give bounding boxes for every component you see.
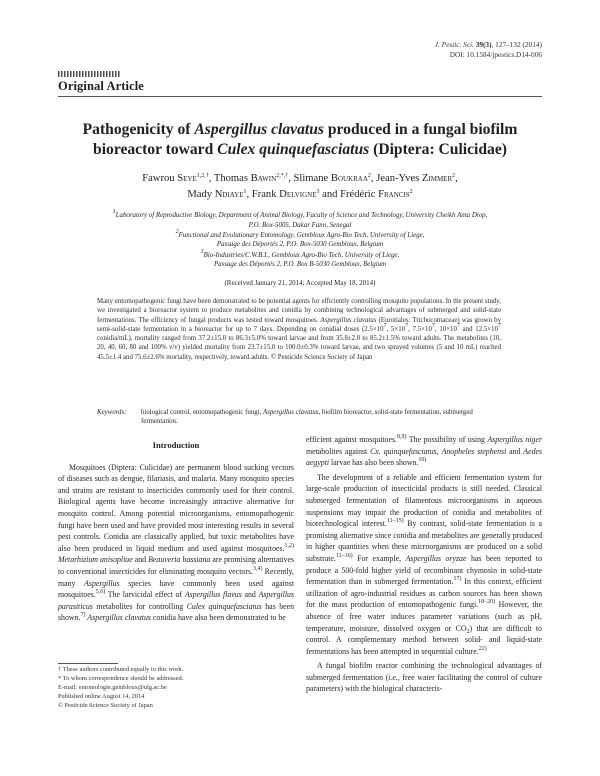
title-species: Culex quinquefasciatus bbox=[217, 141, 370, 158]
author: Frédéric Francis$^2$ bbox=[340, 189, 413, 200]
title-text: Pathogenicity of bbox=[82, 121, 195, 138]
affiliation: $^3$Bio-Industries/C.W.B.I., Gembloux Agro-Bio Tech, University of Liege, Passage des Déportés 2, P.O. Box B-5030 Gembloux, Belgium bbox=[200, 248, 400, 269]
section-heading: Introduction bbox=[152, 440, 200, 450]
header-decoration bbox=[58, 71, 120, 77]
journal-pages: 127–132 (2014) bbox=[495, 40, 542, 49]
author: Fawrou Seye$^{1,2,\dagger}$, bbox=[142, 173, 212, 184]
article-type: Original Article bbox=[58, 79, 144, 93]
keywords-label: Keywords: bbox=[97, 409, 127, 416]
body-paragraph: efficient against mosquitoes.$^{8,9)}$ The possibility of using Aspergillus niger metabolites against Cx. quinquefasciatus, Anopheles stephensi and Aedes aegypti larvae has also been shown.$^{10)}$ bbox=[306, 434, 543, 468]
keywords-text: biological control, entomopathogenic fungi, Aspergillus clavatus, biofilm bioreactor, solid-state fermentation, submerged fermentation. bbox=[141, 409, 473, 426]
title-text: (Diptera: Culicidae) bbox=[369, 141, 507, 158]
author: Frank Delvigne$^3$ bbox=[251, 189, 320, 200]
journal-volume-line: J. Pestic. Sci. 39(3), 127–132 (2014) bbox=[434, 40, 542, 49]
paper-title bbox=[60, 120, 540, 160]
author: Slimane Boukraa$^2$, bbox=[293, 173, 374, 184]
body-paragraph: Mosquitoes (Diptera: Culicidae) are permanent blood sucking vectors of diseases such as dengue, filariasis, and malaria. Many mosquito species and strains are resistant to insecticides commonly used for their control. Biological agents have become increasingly attractive alternative for mosquito control. Among potential microorganisms, entomopathogenic fungi have been used and have provided most interesting results in several pest controls. Conidia are classically applied, but toxic metabolites have also been produced in liquid medium and used against mosquitoes.$^{1,2)}$ Metarhizium anisopliae and Beauveria bassiana are promising alternatives to conventional insecticides for eliminating mosquito vectors.$^{3,4)}$ Recently, many Aspergillus species have commonly been used against mosquitoes.$^{5,6)}$ The larvicidal effect of Aspergillus flavus and Aspergillus parasiticus metabolites for controlling Culex quinquefasciatus has been shown.$^{7)}$ Aspergillus clavatus conidia have also been demonstrated to be bbox=[58, 462, 295, 623]
footnote: Published online August 14, 2014 bbox=[58, 692, 145, 700]
footnote: † These authors contributed equally to this work. bbox=[58, 666, 184, 673]
journal-name: J. Pestic. Sci. bbox=[434, 40, 474, 49]
affiliations bbox=[60, 211, 540, 270]
footnote: © Pesticide Science Society of Japan bbox=[58, 701, 153, 709]
body-paragraph: A fungal biofilm reactor combining the technological advantages of submerged fermentation (i.e., free water facilitating the control of culture parameters) with the biological characteris- bbox=[306, 661, 542, 694]
author-list bbox=[70, 171, 530, 203]
author-conjunction: and bbox=[322, 189, 338, 200]
footnotes bbox=[58, 666, 294, 711]
journal-volume: 39(3) bbox=[475, 40, 492, 49]
keywords bbox=[97, 408, 501, 427]
body-paragraph: The development of a reliable and efficient fermentation system for large-scale production of insecticidal products is still needed. Classical submerged fermentation of filamentous microorganisms in aqueous suspensions may impair the production of conidia and metabolites of biotechnological interest.$^{11-15)}$ By contrast, solid-state fermentation is a promising alternative since conidia and metabolites are generally produced in higher quantities when these microorganisms are produced on a solid substrate.$^{11-16)}$ For example, Aspergillus oryzae has been reported to produce a 500-fold higher yield of recombinant chymosin in solid-state fermentation than in submerged fermentation.$^{17)}$ In this context, efficient utilization of agro-industrial residues as carbon sources has been shown for the mass production of entomopathogenic fungi.$^{18-20)}$ However, the absence of free water induces parameter variations (such as pH, temperature, moisture, dissolved oxygen or $CO_2$) that are difficult to control. A complementary method between solid- and liquid-state fermentations has been attempted in sequential culture.$^{22)}$ bbox=[306, 472, 543, 656]
abstract: Many entomopathogenic fungi have been demonstrated to be potential agents for efficiently controlling mosquito populations. In the present study, we investigated a bioreactor system to produce metabolites and conidia by combining technological advantages of submerged and solid-state fermentations. The efficiency of fungal products was tested toward mosquitoes. Aspergillus clavatus (Eurotiales: Trichocomaceae) was grown by semi-solid-state fermentation in a bioreactor for up to 7 days. Depending on conidial doses ($2.5\times 10^7$, $5\times 10^7$, $7.5\times 10^7$, $10\times 10^7$ and $12.5\times 10^7$ conidia/mL), mortality ranged from 37.2±15.0 to 86.3±5.0% toward larvae and from 35.8±2.0 to 85.2±1.5% toward adults. The metabolites (10, 20, 40, 60, 80 and 100% v/v) yielded mortality from 23.7±15.0 to 100.0±0.3% toward larvae, and two sprayed volumes (5 and 10 mL) reached 45.5±1.4 and 75.6±2.6% mortality, respectively, toward adults. © Pesticide Science Society of Japan bbox=[97, 298, 501, 361]
author: Mady Ndiaye$^1$, bbox=[187, 189, 250, 200]
author: Jean-Yves Zimmer$^2$, bbox=[376, 173, 458, 184]
header-rule bbox=[58, 96, 542, 97]
title-text: produced in a fungal biofilm bioreactor toward bbox=[93, 121, 518, 158]
affiliation: $^1$Laboratory of Reproductive Biology, Department of Animal Biology, Faculty of Science and Technology, University Cheikh Anta Diop, P.O. Box-5005, Dakar Fann, Senegal bbox=[112, 209, 488, 229]
author: Thomas Bawin$^{2,*,\dagger}$, bbox=[213, 173, 291, 184]
received-dates: (Received January 21, 2014; Accepted May 18, 2014) bbox=[224, 279, 376, 287]
journal-citation bbox=[302, 40, 542, 60]
title-species: Aspergillus clavatus bbox=[194, 121, 324, 138]
journal-doi: DOI: 10.1584/jpestics.D14-006 bbox=[449, 50, 542, 59]
footnote: * To whom correspondence should be addressed. bbox=[58, 674, 184, 682]
footnote-rule bbox=[58, 663, 118, 664]
footnote-email: E-mail: entomologie.gembloux@ulg.ac.be bbox=[58, 683, 167, 691]
affiliation: $^2$Functional and Evolutionary Entomology, Gembloux Agro-Bio Tech, University of Liege, Passage des Déportés 2, P.O. Box-5030 Gembloux, Belgium bbox=[175, 228, 425, 249]
body-column-left bbox=[58, 434, 294, 624]
body-column-right bbox=[306, 434, 542, 695]
